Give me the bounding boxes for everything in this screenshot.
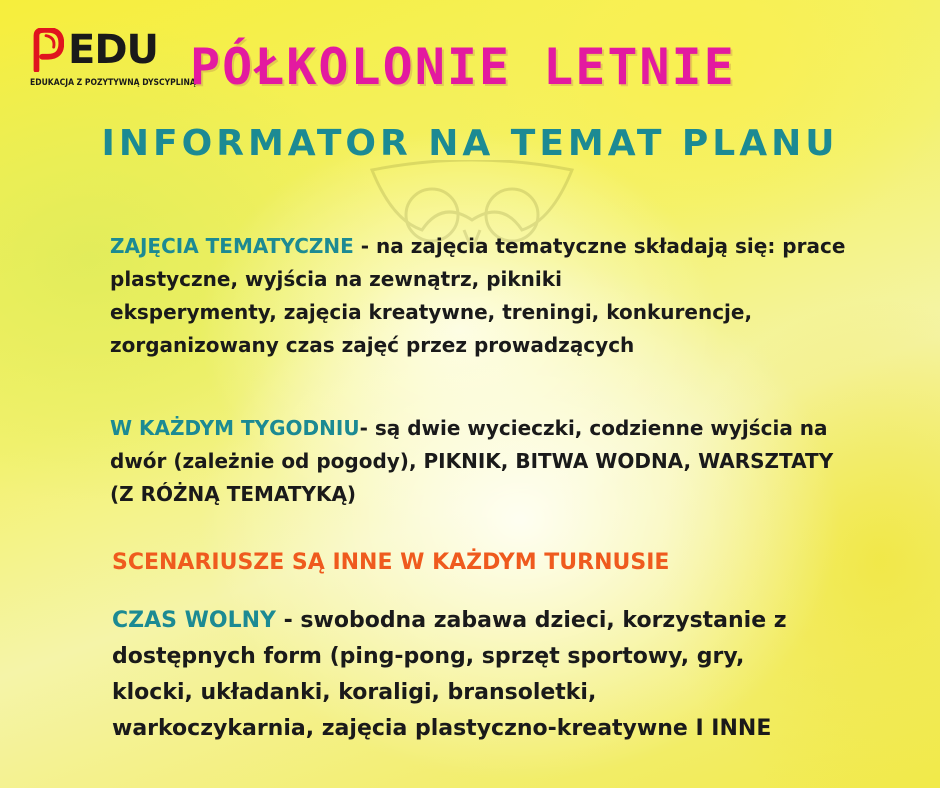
weekly-line-2: dwór (zależnie od pogody), PIKNIK, BITWA WODNA, WARSZTATY bbox=[110, 449, 834, 473]
thematic-line-3: eksperymenty, zajęcia kreatywne, treningi, konkurencje, bbox=[110, 300, 753, 324]
free-time-line-3: klocki, układanki, koraligi, bransoletki, bbox=[112, 680, 597, 705]
scenarios-note: SCENARIUSZE SĄ INNE W KAŻDYM TURNUSIE bbox=[112, 550, 670, 575]
weekly-section bbox=[110, 412, 890, 511]
free-time-line-1 bbox=[112, 603, 892, 639]
thematic-label: ZAJĘCIA TEMATYCZNE bbox=[110, 234, 354, 258]
logo-name: EDU bbox=[68, 27, 159, 73]
free-time-label: CZAS WOLNY bbox=[112, 608, 276, 633]
page-title: PÓŁKOLONIE LETNIE bbox=[190, 38, 736, 96]
logo-tagline: EDUKACJA Z POZYTYWNĄ DYSCYPLINĄ bbox=[30, 78, 196, 88]
weekly-label: W KAŻDYM TYGODNIU bbox=[110, 416, 360, 440]
thematic-line-1 bbox=[110, 230, 910, 263]
free-time-line-4: warkoczykarnia, zajęcia plastyczno-kreatywne I INNE bbox=[112, 716, 772, 741]
weekly-text-1: - są dwie wycieczki, codzienne wyjścia na bbox=[359, 416, 828, 440]
weekly-line-3: (Z RÓŻNĄ TEMATYKĄ) bbox=[110, 482, 357, 506]
free-time-line-2: dostępnych form (ping-pong, sprzęt sportowy, gry, bbox=[112, 644, 745, 669]
thematic-line-2: plastyczne, wyjścia na zewnątrz, pikniki bbox=[110, 267, 562, 291]
logo-p-icon bbox=[30, 28, 64, 72]
free-time-section bbox=[112, 603, 892, 747]
thematic-line-4: zorganizowany czas zajęć przez prowadzących bbox=[110, 333, 635, 357]
thematic-text-1: - na zajęcia tematyczne składają się: prace bbox=[353, 234, 846, 258]
page-subtitle: INFORMATOR NA TEMAT PLANU bbox=[101, 123, 839, 164]
weekly-line-1 bbox=[110, 412, 890, 445]
free-time-text-1: - swobodna zabawa dzieci, korzystanie z bbox=[275, 608, 787, 633]
pedu-logo bbox=[28, 24, 196, 94]
thematic-section bbox=[110, 230, 910, 362]
